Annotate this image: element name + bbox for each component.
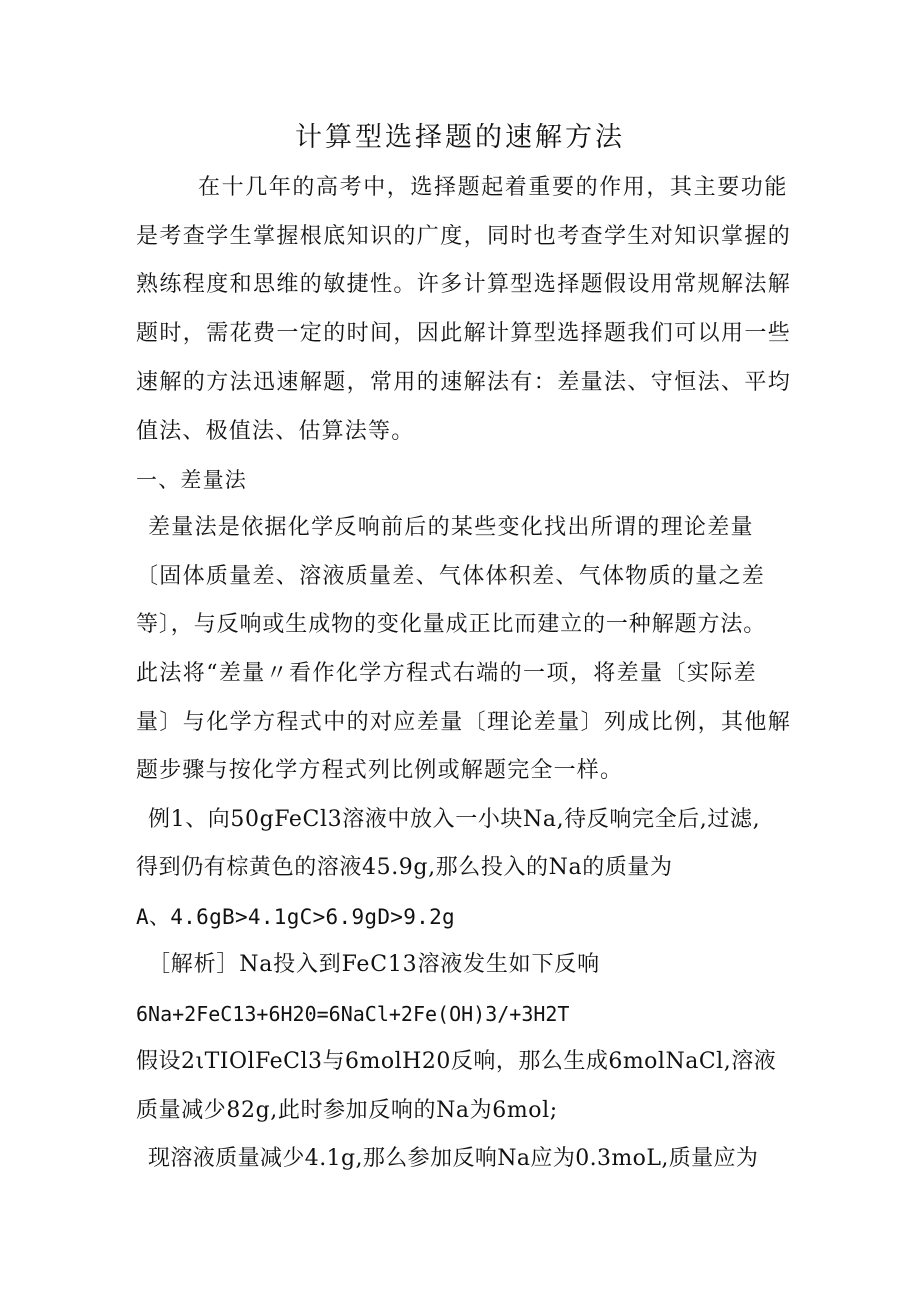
answer-options: A、4.6gB>4.1gC>6.9gD>9.2g xyxy=(136,905,455,929)
paragraph-line: 在十几年的高考中，选择题起着重要的作用，其主要功能 xyxy=(198,175,789,200)
section-heading: 一、差量法 xyxy=(136,468,247,492)
analysis-line: 现溶液质量减少4.1g,那么参加反响Na应为0.3moL,质量应为 xyxy=(148,1146,759,1171)
paragraph-line: 速解的方法迅速解题，常用的速解法有：差量法、守恒法、平均 xyxy=(136,370,792,395)
paragraph-line: 是考查学生掌握根底知识的广度，同时也考查学生对知识掌握的 xyxy=(136,224,792,249)
document-title: 计算型选择题的速解方法 xyxy=(295,122,625,153)
analysis-line: 质量减少82g,此时参加反响的Na为6mol; xyxy=(136,1098,558,1123)
paragraph-line: 熟练程度和思维的敏捷性。许多计算型选择题假设用常规解法解 xyxy=(136,272,792,297)
paragraph-line: 等〕，与反响或生成物的变化量成正比而建立的一种解题方法。 xyxy=(136,612,767,637)
paragraph-line: 〔固体质量差、溶液质量差、气体体积差、气体物质的量之差 xyxy=(136,564,766,589)
analysis-line: ［解析］Na投入到FeC13溶液发生如下反响 xyxy=(148,952,600,977)
paragraph-line: 值法、极值法、估算法等。 xyxy=(136,419,415,444)
paragraph-line: 差量法是依据化学反响前后的某些变化找出所谓的理论差量 xyxy=(148,515,754,540)
analysis-line: 假设2ιTIOlFeCl3与6molH20反响，那么生成6molNaCl,溶液 xyxy=(136,1049,777,1074)
example-line: 得到仍有棕黄色的溶液45.9g,那么投入的Na的质量为 xyxy=(136,855,673,880)
paragraph-line: 题时，需花费一定的时间，因此解计算型选择题我们可以用一些 xyxy=(136,321,792,346)
paragraph-line: 此法将“差量〃看作化学方程式右端的一项，将差量〔实际差 xyxy=(136,661,758,686)
paragraph-line: 量〕与化学方程式中的对应差量〔理论差量〕列成比例，其他解 xyxy=(136,710,792,735)
chemical-equation: 6Na+2FeC13+6H20=6NaCl+2Fe(OH)3/+3H2T xyxy=(136,1002,570,1026)
example-line: 例1、向50gFeCl3溶液中放入一小块Na,待反响完全后,过滤, xyxy=(148,807,761,832)
paragraph-line: 题步骤与按化学方程式列比例或解题完全一样。 xyxy=(136,758,624,783)
